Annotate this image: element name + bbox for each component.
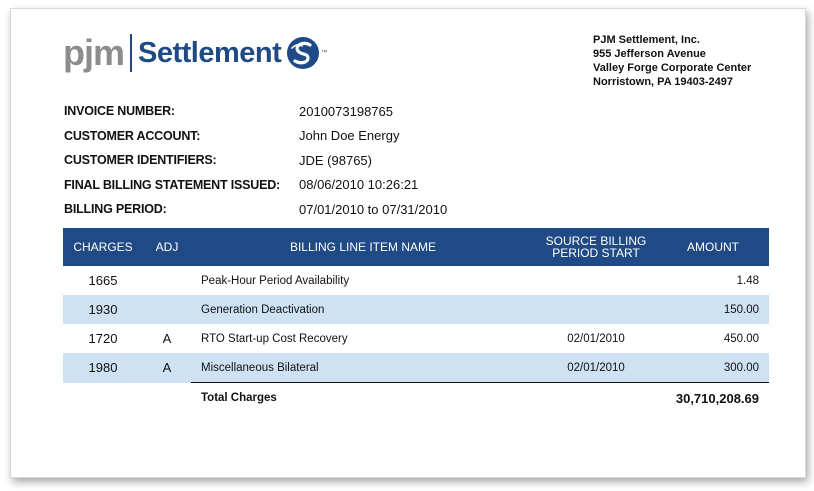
invoice-info [64, 99, 447, 222]
settlement-swirl-icon [286, 36, 320, 70]
address-line: Valley Forge Corporate Center [593, 62, 752, 74]
pjm-settlement-logo [63, 31, 327, 75]
line-item-name: Generation Deactivation [191, 295, 535, 324]
header-source-line2: PERIOD START [552, 246, 640, 260]
logo-product: Settlement [138, 36, 282, 69]
table-row [63, 295, 769, 324]
table-row [63, 266, 769, 295]
amount: 300.00 [657, 353, 769, 383]
header-charges: CHARGES [63, 228, 143, 266]
period-start: 02/01/2010 [567, 332, 625, 345]
charges-table [63, 228, 769, 413]
address-line: PJM Settlement, Inc. [593, 34, 700, 46]
total-row [63, 383, 769, 414]
line-item-name: Miscellaneous Bilateral [191, 353, 535, 383]
logo-brand: pjm [63, 32, 125, 73]
adj-flag [143, 266, 191, 295]
adj-flag: A [162, 331, 172, 346]
table-header-row [63, 228, 769, 266]
table-row [63, 353, 769, 383]
total-spacer [63, 383, 143, 414]
trademark: ™ [321, 50, 328, 56]
charge-code: 1930 [63, 295, 143, 324]
info-label: CUSTOMER ACCOUNT: [64, 128, 201, 143]
info-label: FINAL BILLING STATEMENT ISSUED: [64, 177, 281, 192]
info-label: BILLING PERIOD: [64, 202, 167, 217]
header-line-item-name: BILLING LINE ITEM NAME [191, 228, 535, 266]
charge-code: 1980 [63, 353, 143, 383]
billing-period-row [64, 197, 447, 222]
period-start: 02/01/2010 [535, 353, 657, 383]
statement-issued: 08/06/2010 10:26:21 [299, 177, 419, 193]
customer-identifiers-row [64, 148, 447, 173]
charge-code: 1720 [88, 331, 118, 346]
customer-identifiers: JDE (98765) [299, 152, 372, 168]
total-spacer [535, 383, 657, 414]
invoice-number: 2010073198765 [299, 103, 393, 119]
line-item-name: Peak-Hour Period Availability [201, 274, 350, 287]
total-amount: 30,710,208.69 [657, 383, 769, 414]
table-row [63, 324, 769, 353]
customer-account: John Doe Energy [299, 128, 400, 144]
header-source-line1: SOURCE BILLING [545, 234, 647, 248]
total-label: Total Charges [191, 383, 535, 414]
address-line: Norristown, PA 19403-2497 [593, 76, 734, 88]
company-address [593, 33, 751, 89]
line-item-name: RTO Start-up Cost Recovery [201, 332, 348, 345]
header-amount: AMOUNT [657, 228, 769, 266]
period-start [535, 295, 657, 324]
adj-flag [143, 295, 191, 324]
header-adj: ADJ [143, 228, 191, 266]
period-start [535, 266, 657, 295]
invoice-page [10, 8, 806, 478]
charge-code: 1665 [88, 273, 118, 288]
logo-divider [130, 34, 132, 72]
customer-account-row [64, 124, 447, 149]
invoice-number-row [64, 99, 447, 124]
info-label: INVOICE NUMBER: [64, 104, 175, 119]
info-label: CUSTOMER IDENTIFIERS: [64, 153, 217, 168]
adj-flag: A [143, 353, 191, 383]
total-spacer [143, 383, 191, 414]
header-source-period-start [535, 228, 657, 266]
amount: 450.00 [723, 332, 759, 345]
amount: 1.48 [736, 274, 759, 287]
amount: 150.00 [657, 295, 769, 324]
address-line: 955 Jefferson Avenue [593, 48, 706, 60]
statement-issued-row [64, 173, 447, 198]
billing-period: 07/01/2010 to 07/31/2010 [299, 201, 448, 217]
